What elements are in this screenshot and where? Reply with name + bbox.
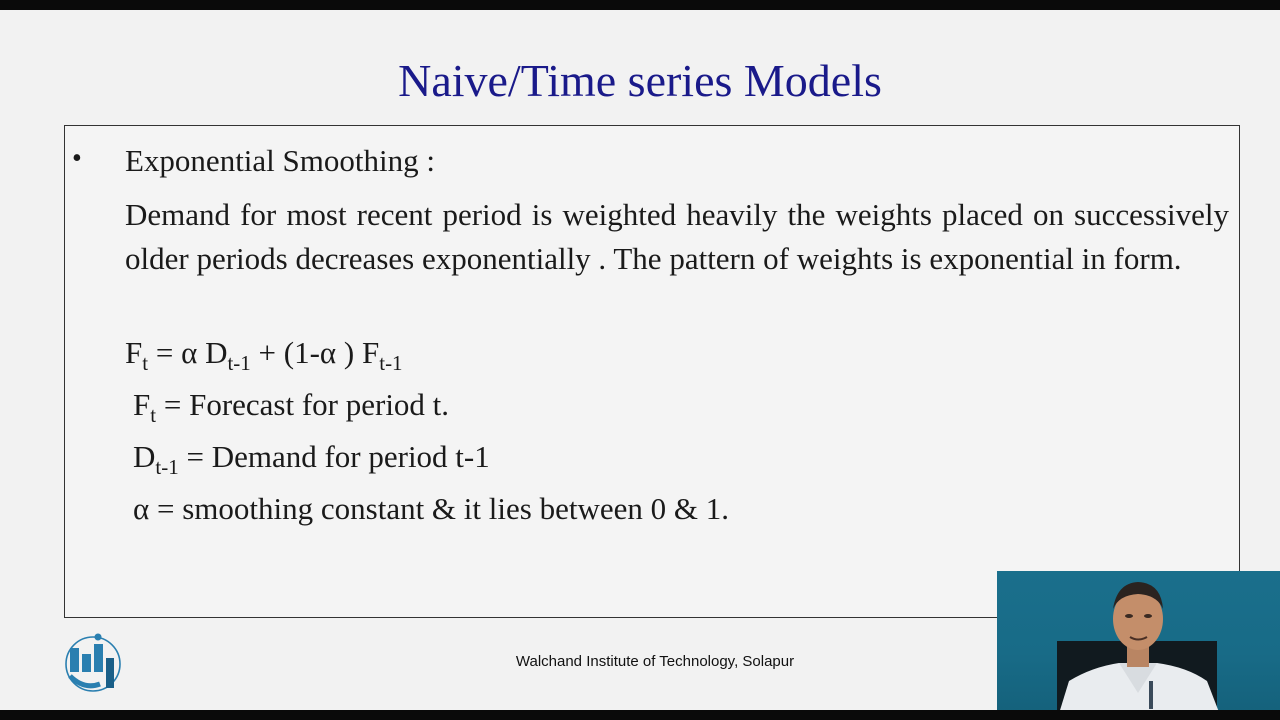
bullet-point: • [72,143,82,174]
formula-part1-subscript: t-1 [227,351,251,375]
definition-alpha: α = smoothing constant & it lies between 0 & 1. [133,491,729,526]
demand-subscript: t-1 [155,455,179,479]
definition-demand [133,439,490,479]
definition-forecast [133,387,450,427]
forecast-symbol: F [133,387,151,422]
slide-title: Naive/Time series Models [398,55,882,106]
formula-part1: = α D [148,335,228,370]
formula-part2-subscript: t-1 [379,351,403,375]
presenter-silhouette [997,571,1280,720]
section-heading: Exponential Smoothing : [125,143,435,178]
footer-institute-name: Walchand Institute of Technology, Solapur [515,653,795,670]
description-paragraph: Demand for most recent period is weighted heavily the weights placed on successively older periods decreases exponentially . The pattern of weights is exponential in form. [125,197,1229,276]
forecast-subscript: t [150,403,157,427]
formula-lhs-subscript: t [142,351,149,375]
presenter-video [997,571,1280,720]
formula-lhs: F [125,335,143,370]
forecast-text: = Forecast for period t. [156,387,450,422]
demand-text: = Demand for period t-1 [178,439,490,474]
formula-part2: + (1-α ) F [250,335,380,370]
demand-symbol: D [133,439,156,474]
bottom-bar [0,710,1280,720]
smoothing-formula [125,335,403,375]
